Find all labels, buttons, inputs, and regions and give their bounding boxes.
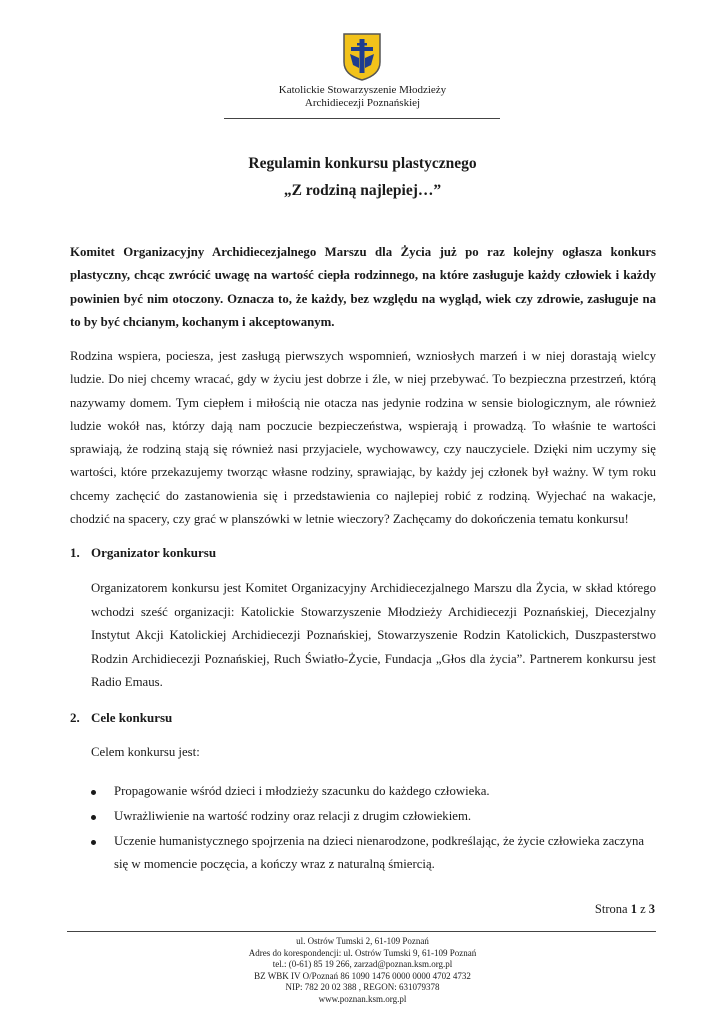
organization-name: Katolickie Stowarzyszenie Młodzieży (278, 84, 447, 96)
page-of: z (640, 902, 646, 916)
intro-bold-paragraph: Komitet Organizacyjny Archidiecezjalnego Marszu dla Życia już po raz kolejny ogłasza konkurs plastyczny, chcąc zwrócić uwagę na wartość ciepła rodzinnego, na które zasługuje każdy człowiek i każdy powinien być nim otoczony. Oznacza to, że każdy, bez względu na wygląd, wiek czy zdrowie, zasługuje na to by być chcianym, kochanym i akceptowanym. (70, 245, 656, 329)
title-line-1: Regulamin konkursu plastycznego (248, 155, 477, 172)
section-2-heading (70, 710, 172, 726)
bullet-icon (91, 840, 96, 845)
footer-bank: BZ WBK IV O/Poznań 86 1090 1476 0000 0000 4702 4732 (254, 970, 471, 981)
section-2-number: 2. (70, 710, 80, 725)
section-2-title: Cele konkursu (91, 710, 173, 725)
footer-contact: tel.: (0-61) 85 19 266, zarzad@poznan.ksm.org.pl (272, 959, 453, 970)
section-1-text: Organizatorem konkursu jest Komitet Organizacyjny Archidiecezjalnego Marszu dla Życia, w skład którego wchodzi sześć organizacji: Katolickie Stowarzyszenie Młodzieży Archidiecezji Poznańskiej, Diecezjalny Instytut Akcji Katolickiej Archidiecezji Poznańskiej, Stowarzyszenie Rodzin Katolickich, Duszpasterstwo Rodzin Archidiecezji Poznańskiej, Ruch Światło-Życie, Fundacja „Głos dla życia”. Partnerem konkursu jest Radio Emaus. (91, 581, 656, 690)
section-1-title: Organizator konkursu (91, 545, 217, 560)
page-number (595, 902, 655, 917)
title-line-2: „Z rodziną najlepiej…” (283, 182, 442, 199)
organization-header (0, 84, 725, 110)
goal-text: Uczenie humanistycznego spojrzenia na dzieci nienarodzone, podkreślając, że życie człowieka zaczyna się w momencie poczęcia, a kończy wraz z naturalną śmiercią. (114, 834, 645, 871)
goals-list (91, 780, 656, 878)
section-2-text: Celem konkursu jest: (91, 745, 200, 759)
ksm-logo-icon (342, 32, 382, 82)
footer-website: www.poznan.ksm.org.pl (318, 993, 407, 1004)
goal-text: Propagowanie wśród dzieci i młodzieży szacunku do każdego człowieka. (114, 784, 490, 798)
document-title (0, 150, 725, 204)
footer-address: ul. Ostrów Tumski 2, 61-109 Poznań (296, 936, 429, 946)
header-divider (224, 118, 500, 119)
bullet-icon (91, 815, 96, 820)
bullet-icon (91, 790, 96, 795)
section-1-number: 1. (70, 545, 80, 560)
list-item (91, 805, 656, 828)
footer-correspondence: Adres do korespondencji: ul. Ostrów Tumski 9, 61-109 Poznań (248, 947, 477, 958)
list-item (91, 830, 656, 876)
section-1-heading (70, 545, 216, 561)
intro-paragraph: Rodzina wspiera, pociesza, jest zasługą pierwszych wspomnień, wzniosłych marzeń i w niej dorastają wielcy ludzie. Do niej chcemy wracać, gdy w życiu jest dobrze i źle, w niej przebywać. To bezpieczna przestrzeń, którą nazywamy domem. Tym ciepłem i miłością nie otacza nas jedynie rodzina w sensie biologicznym, ale również ludzie wokół nas, którzy dają nam poczucie bezpieczeństwa, wspierają i prowadzą. To właśnie te wartości sprawiają, że rodziną stają się również nasi przyjaciele, wychowawcy, czy nauczyciele. Dzięki nim uczymy się wartości, które przekazujemy tworząc własne rodziny, sprawiając, by każdy jej członek był ważny. W tym roku chcemy zachęcić do zastanowienia się i przedstawienia co najlepiej robić z rodziną. Wyjechać na wakacje, chodzić na spacery, czy grać w planszówki w letnie wieczory? Zachęcamy do dokończenia tematu konkursu! (70, 349, 656, 527)
page-label: Strona (594, 902, 628, 916)
footer-ids: NIP: 782 20 02 388 , REGON: 631079378 (285, 982, 440, 993)
page-total: 3 (648, 902, 655, 916)
list-item (91, 780, 656, 803)
footer-divider (67, 931, 656, 932)
page-current: 1 (630, 902, 637, 916)
organization-subname: Archidiecezji Poznańskiej (304, 97, 421, 109)
goal-text: Uwrażliwienie na wartość rodziny oraz relacji z drugim człowiekiem. (114, 809, 472, 823)
footer (0, 936, 725, 1006)
